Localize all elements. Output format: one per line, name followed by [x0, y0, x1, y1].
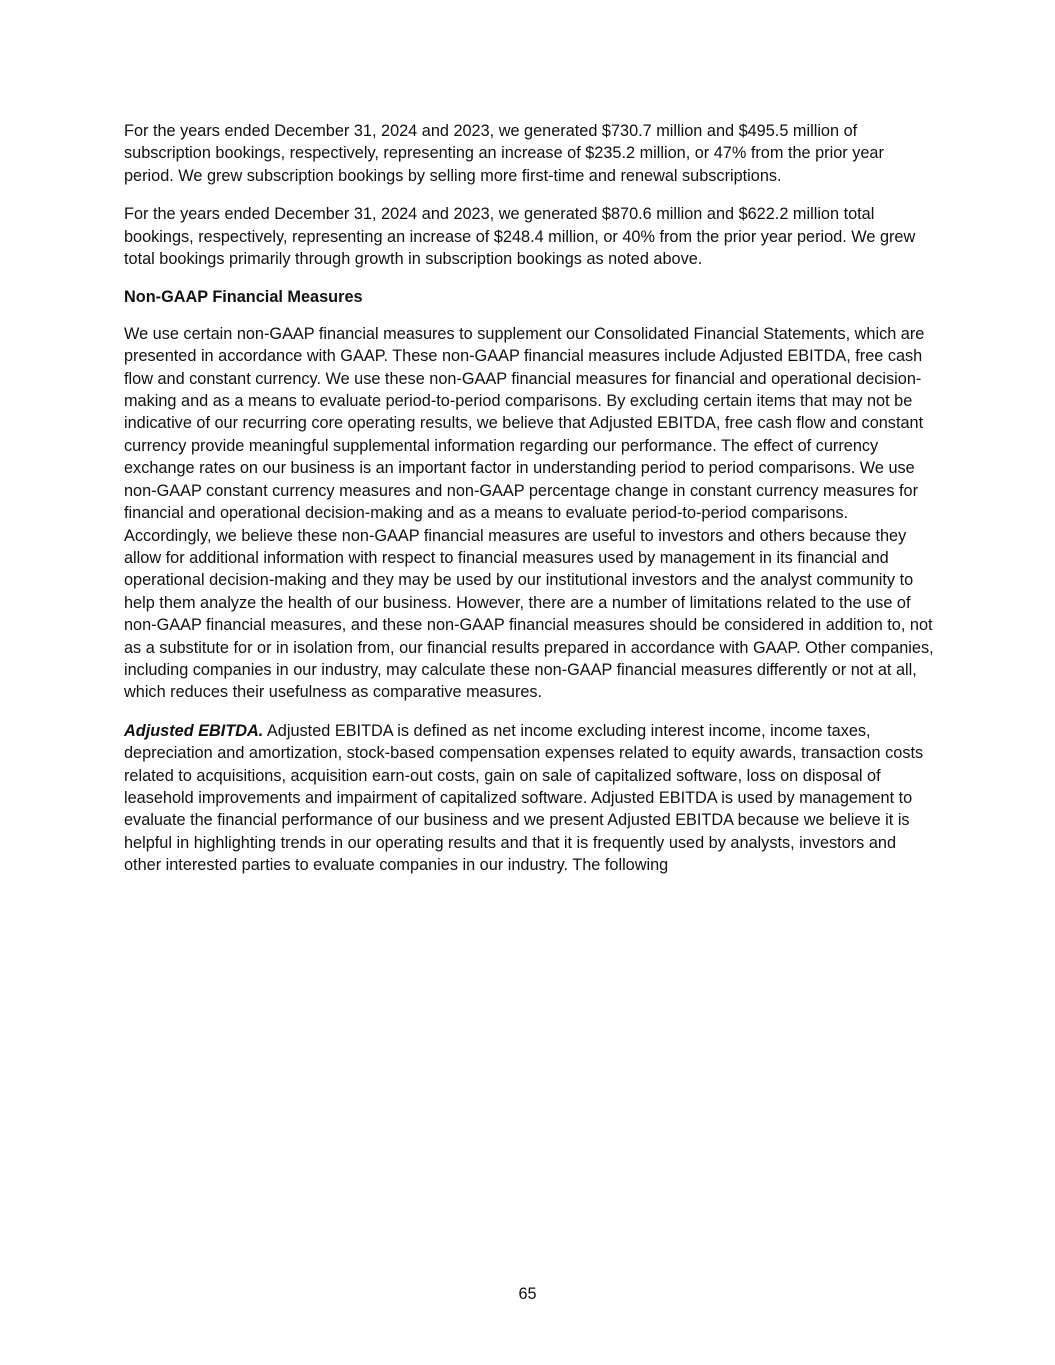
paragraph-non-gaap-measures: We use certain non-GAAP financial measures to supplement our Consolidated Financial Statements, which are presented in accordance with GAAP. These non-GAAP financial measures include Adjusted EBITDA, free cash flow and constant currency. We use these non-GAAP financial measures for financial and operational decision-making and as a means to evaluate period-to-period comparisons. By excluding certain items that may not be indicative of our recurring core operating results, we believe that Adjusted EBITDA, free cash flow and constant currency provide meaningful supplemental information regarding our performance. The effect of currency exchange rates on our business is an important factor in understanding period to period comparisons. We use non-GAAP constant currency measures and non-GAAP percentage change in constant currency measures for financial and operational decision-making and as a means to evaluate period-to-period comparisons. Accordingly, we believe these non-GAAP financial measures are useful to investors and others because they allow for additional information with respect to financial measures used by management in its financial and operational decision-making and they may be used by our institutional investors and the analyst community to help them analyze the health of our business. However, there are a number of limitations related to the use of non-GAAP financial measures, and these non-GAAP financial measures should be considered in addition to, not as a substitute for or in isolation from, our financial results prepared in accordance with GAAP. Other companies, including companies in our industry, may calculate these non-GAAP financial measures differently or not at all, which reduces their usefulness as comparative measures.: [124, 324, 934, 702]
paragraph-subscription-bookings: For the years ended December 31, 2024 and 2023, we generated $730.7 million and $495.5 million of subscription bookings, respectively, representing an increase of $235.2 million, or 47% from the prior year period. We grew subscription bookings by selling more first-time and renewal subscriptions.: [124, 122, 884, 185]
paragraph-total-bookings: For the years ended December 31, 2024 and 2023, we generated $870.6 million and $622.2 million total bookings, respectively, representing an increase of $248.4 million, or 40% from the prior year period. We grew total bookings primarily through growth in subscription bookings as noted above.: [124, 205, 916, 269]
adjusted-ebitda-lead: Adjusted EBITDA.: [124, 721, 264, 740]
document-body: [124, 120, 936, 893]
section-heading-non-gaap: Non-GAAP Financial Measures: [124, 288, 363, 307]
adjusted-ebitda-body: Adjusted EBITDA is defined as net income excluding interest income, income taxes, depreciation and amortization, stock-based compensation expenses related to equity awards, transaction costs related to acquisitions, acquisition earn-out costs, gain on sale of capitalized software, loss on disposal of leasehold improvements and impairment of capitalized software. Adjusted EBITDA is used by management to evaluate the financial performance of our business and we present Adjusted EBITDA because we believe it is helpful in highlighting trends in our operating results and that it is frequently used by analysts, investors and other interested parties to evaluate companies in our industry. The following: [124, 721, 924, 875]
paragraph-adjusted-ebitda: [124, 720, 936, 877]
page-number: 65: [518, 1285, 537, 1303]
